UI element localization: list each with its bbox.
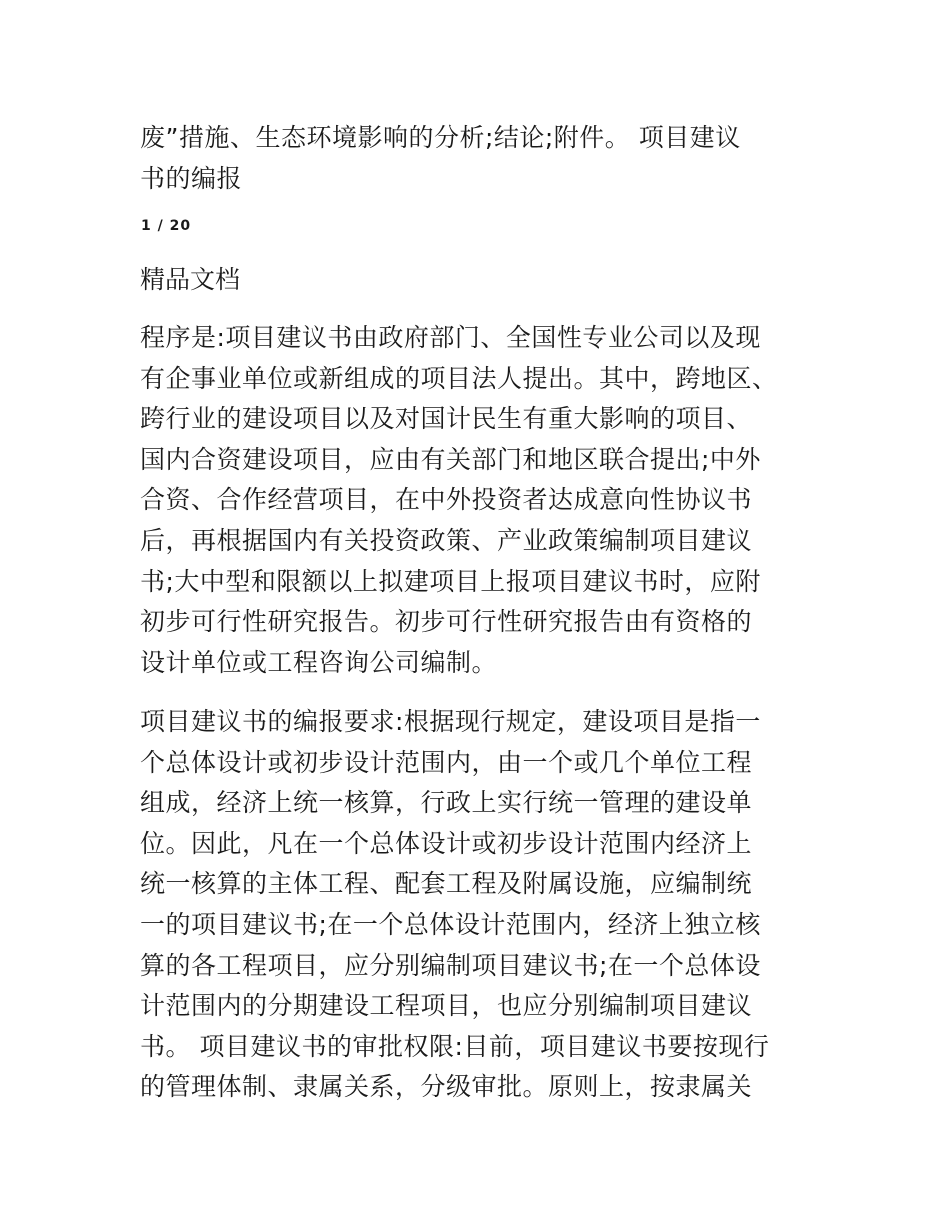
text-line: 书;大中型和限额以上拟建项目上报项目建议书时，应附	[140, 566, 761, 596]
text-line: 计范围内的分期建设工程项目，也应分别编制项目建议	[140, 991, 753, 1021]
text-line: 跨行业的建设项目以及对国计民生有重大影响的项目、	[140, 404, 753, 434]
text-line: 合资、合作经营项目，在中外投资者达成意向性协议书	[140, 485, 753, 515]
text-line: 组成，经济上统一核算，行政上实行统一管理的建设单	[140, 788, 753, 818]
text-line: 的管理体制、隶属关系，分级审批。原则上，按隶属关	[140, 1072, 753, 1102]
text-line: 废”措施、生态环境影响的分析;结论;附件。 项目建议	[140, 123, 741, 152]
paragraph-requirements	[140, 702, 812, 1108]
paragraph-program	[140, 318, 812, 683]
text-line: 国内合资建设项目，应由有关部门和地区联合提出;中外	[140, 444, 761, 474]
text-line: 统一核算的主体工程、配套工程及附属设施，应编制统	[140, 869, 753, 899]
top-paragraph	[140, 118, 812, 199]
text-line: 位。因此，凡在一个总体设计或初步设计范围内经济上	[140, 828, 753, 858]
text-line: 个总体设计或初步设计范围内，由一个或几个单位工程	[140, 747, 753, 777]
text-line: 一的项目建议书;在一个总体设计范围内，经济上独立核	[140, 909, 761, 939]
text-line: 后，再根据国内有关投资政策、产业政策编制项目建议	[140, 525, 753, 555]
page-number: 1 / 20	[141, 218, 192, 234]
text-line: 书。 项目建议书的审批权限:目前，项目建议书要按现行	[140, 1031, 770, 1061]
text-line: 程序是:项目建议书由政府部门、全国性专业公司以及现	[140, 323, 761, 352]
text-line: 书的编报	[140, 163, 243, 193]
text-line: 设计单位或工程咨询公司编制。	[140, 647, 498, 677]
text-line: 项目建议书的编报要求:根据现行规定，建设项目是指一	[140, 707, 761, 736]
text-line: 算的各工程项目，应分别编制项目建议书;在一个总体设	[140, 950, 761, 980]
document-label: 精品文档	[140, 265, 241, 294]
text-line: 初步可行性研究报告。初步可行性研究报告由有资格的	[140, 607, 753, 637]
text-line: 有企事业单位或新组成的项目法人提出。其中，跨地区、	[140, 363, 778, 393]
